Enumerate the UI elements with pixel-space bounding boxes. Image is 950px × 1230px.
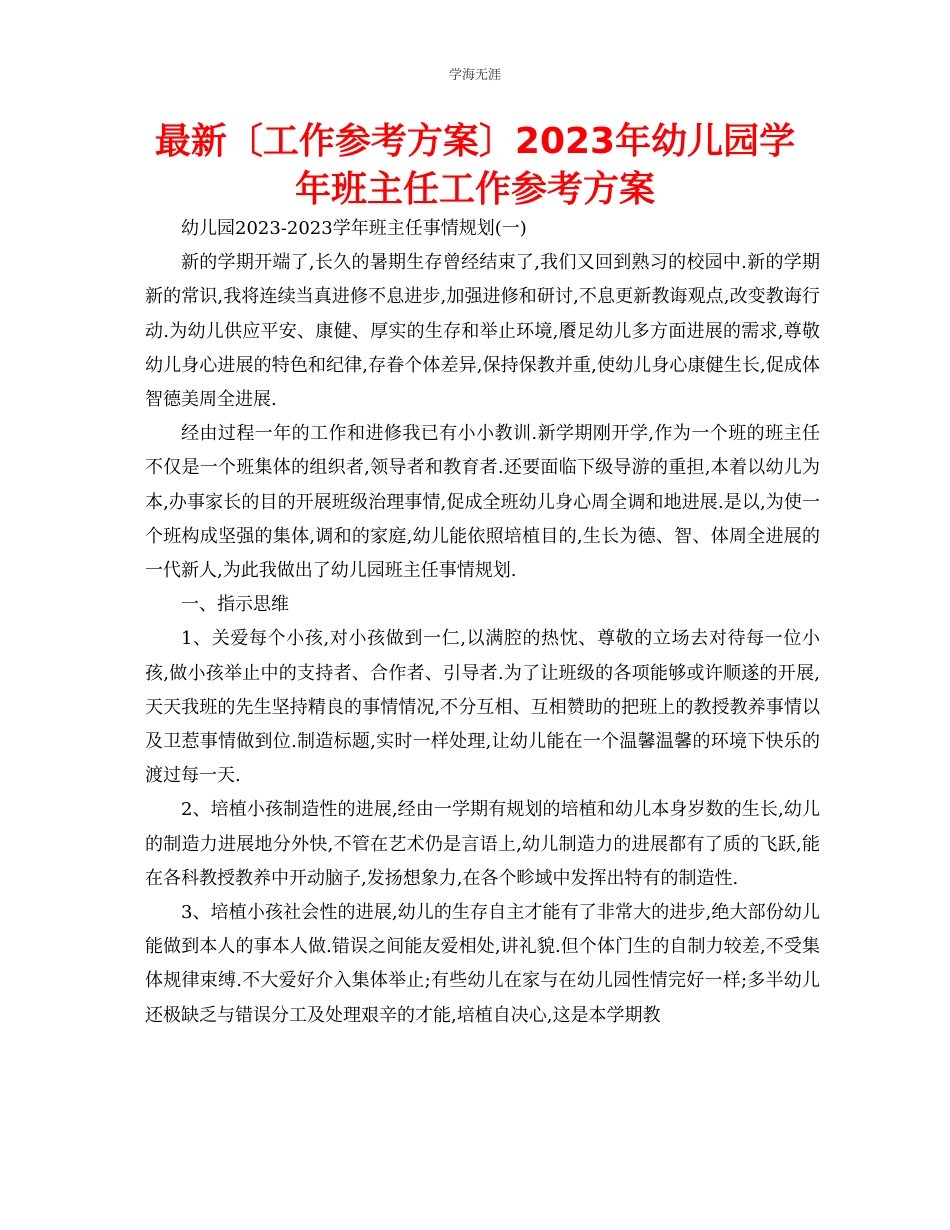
paragraph-item-3: 3、培植小孩社会性的进展,幼儿的生存自主才能有了非常大的进步,绝大部份幼儿能做到本人的事本人做.错误之间能友爱相处,讲礼貌.但个体门生的自制力较差,不受集体规律束缚.不大爱好介入集体举止;有些幼儿在家与在幼儿园性情完好一样;多半幼儿还极缺乏与错误分工及处理艰辛的才能,培植自决心,这是本学期教 [145,902,820,1026]
document-title [100,118,850,214]
title-line-2: 年班主任工作参考方案 [294,169,655,210]
section-heading-guiding-thought: 一、指示思维 [181,594,289,616]
document-body [145,212,820,1033]
paragraph-item-1: 1、关爱每个小孩,对小孩做到一仁,以满腔的热忱、尊敬的立场去对待每一位小孩,做小孩举止中的支持者、合作者、引导者.为了让班级的各项能够或许顺遂的开展,天天我班的先生坚持精良的事情情况,不分互相、互相赞助的把班上的教授教养事情以及卫惹事情做到位.制造标题,实时一样处理,让幼儿能在一个温馨温馨的环境下快乐的渡过每一天. [145,628,820,787]
paragraph-intro: 新的学期开端了,长久的暑期生存曾经结束了,我们又回到熟习的校园中.新的学期新的常识,我将连续当真进修不息进步,加强进修和研讨,不息更新教诲观点,改变教诲行动.为幼儿供应平安、康健、厚实的生存和举止环境,餍足幼儿多方面进展的需求,尊敬幼儿身心进展的特色和纪律,存眷个体差异,保持保教并重,使幼儿身心康健生长,促成体智德美周全进展. [145,252,820,411]
document-subtitle: 幼儿园2023-2023学年班主任事情规划(一) [181,218,527,239]
title-line-1: 最新〔工作参考方案〕2023年幼儿园学 [154,121,796,162]
page-header: 学海无涯 [448,68,501,83]
paragraph-experience: 经由过程一年的工作和进修我已有小小教训.新学期刚开学,作为一个班的班主任不仅是一个班集体的组织者,领导者和教育者.还要面临下级导游的重担,本着以幼儿为本,办事家长的目的开展班级治理事情,促成全班幼儿身心周全调和地进展.是以,为使一个班构成坚强的集体,调和的家庭,幼儿能依照培植目的,生长为德、智、体周全进展的一代新人,为此我做出了幼儿园班主任事情规划. [145,423,820,582]
paragraph-item-2: 2、培植小孩制造性的进展,经由一学期有规划的培植和幼儿本身岁数的生长,幼儿的制造力进展地分外快,不管在艺术仍是言语上,幼儿制造力的进展都有了质的飞跃,能在各科教授教养中开动脑子,发扬想象力,在各个畛域中发挥出特有的制造性. [145,799,820,889]
